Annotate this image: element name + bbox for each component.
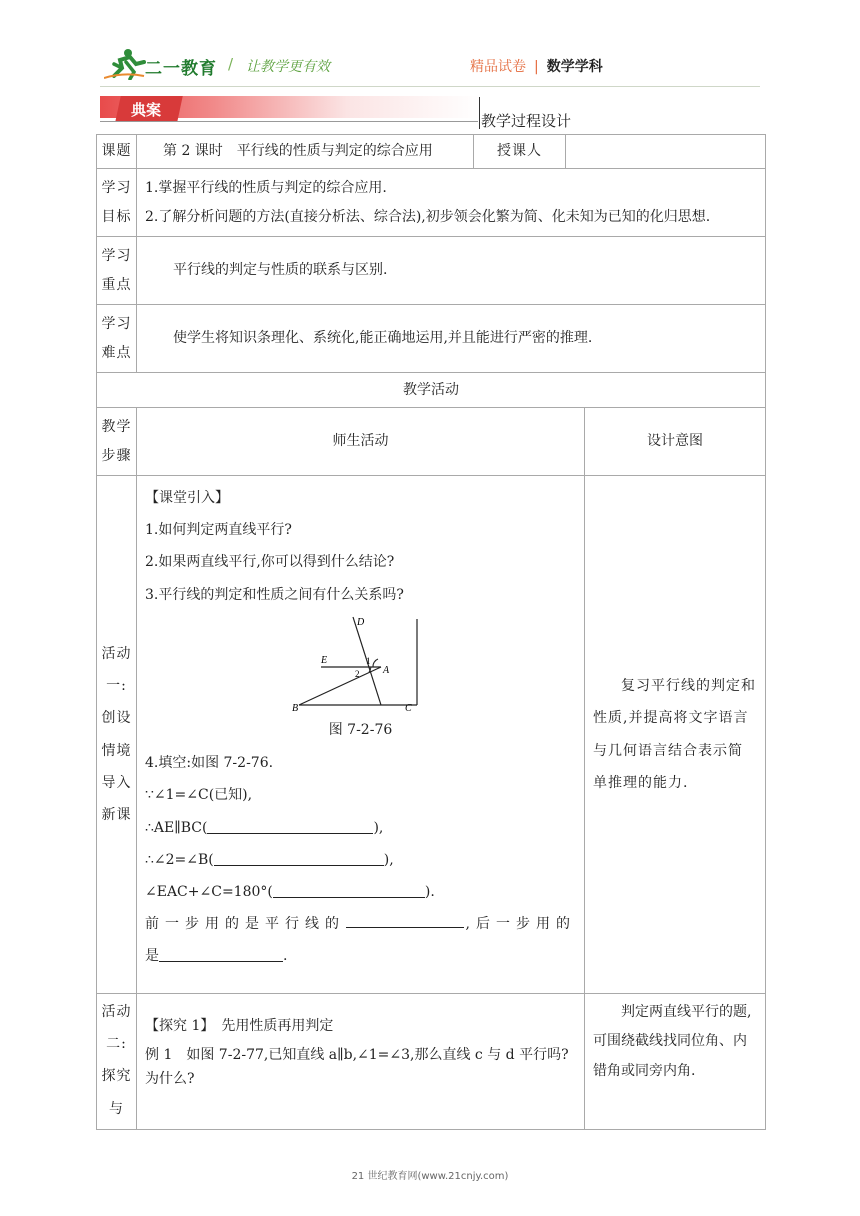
goal-label-line-1: 学习: [101, 180, 132, 197]
lesson-plan-table: [96, 134, 766, 1130]
difficulty-value: 使学生将知识条理化、系统化,能正确地运用,并且能进行严密的推理.: [137, 305, 766, 373]
topic-row: [97, 135, 766, 169]
question-3: 3.平行线的判定和性质之间有什么关系吗?: [145, 586, 404, 603]
step-6: [145, 940, 576, 972]
step-2: [145, 812, 576, 844]
activity-1-intent: 复习平行线的判定和性质,并提高将文字语言与几何语言结合表示简单推理的能力.: [585, 476, 766, 994]
question-4: 4.填空:如图 7-2-76.: [145, 755, 274, 772]
step-6-text: 是: [145, 948, 159, 965]
activities-title: 教学活动: [97, 373, 766, 408]
activity-2-content: [137, 994, 585, 1130]
step-header: [97, 408, 137, 476]
key-label-line-1: 学习: [101, 248, 132, 265]
activity-2-label-line: 与: [109, 1100, 124, 1117]
header-subject: [470, 56, 603, 76]
goal-value: [137, 169, 766, 237]
blank-field[interactable]: [273, 883, 425, 898]
step-3: [145, 844, 576, 876]
difficulty-label-line-2: 难点: [101, 344, 132, 361]
figure-caption: 图 7-2-76: [328, 721, 393, 738]
step-5-mid: ,后一步用的: [465, 916, 576, 933]
banner-divider: [479, 97, 480, 129]
key-row: [97, 237, 766, 305]
page-header: [0, 0, 860, 95]
step-1: ∵∠1=∠C(已知),: [145, 787, 253, 804]
step-4-close: ).: [424, 883, 435, 900]
explore-heading: 【探究 1】 先用性质再用判定: [145, 1018, 334, 1034]
intro-heading: 【课堂引入】: [145, 490, 229, 506]
step-5: [145, 908, 576, 940]
blank-field[interactable]: [214, 851, 384, 866]
line-BA: [299, 667, 381, 705]
page-footer: 21 世纪教育网(www.21cnjy.com): [351, 1171, 509, 1182]
point-label-E: E: [320, 654, 327, 666]
difficulty-label-line-1: 学习: [101, 316, 132, 333]
step-3-text: ∴∠2=∠B(: [145, 851, 214, 868]
activity-1-label-line: 情境: [101, 742, 132, 759]
blank-field[interactable]: [346, 913, 464, 928]
step-4: [145, 876, 576, 908]
activity-1-label: [97, 476, 137, 994]
point-label-C: C: [404, 702, 412, 714]
logo-text: 二一教育: [145, 59, 217, 79]
activity-1-label-line: 导入: [101, 774, 132, 791]
header-rule: [100, 86, 760, 87]
step-header-line-2: 步骤: [101, 447, 132, 464]
topic-value: 第 2 课时 平行线的性质与判定的综合应用: [137, 135, 474, 169]
activity-2-row: [97, 994, 766, 1130]
header-slogan: 让教学更有效: [246, 59, 330, 75]
step-2-close: ),: [373, 819, 384, 836]
goal-row: [97, 169, 766, 237]
header-separator: |: [534, 59, 539, 75]
point-label-B: B: [291, 702, 298, 714]
step-2-text: ∴AE∥BC(: [145, 819, 208, 836]
activity-2-label-line: 探究: [101, 1068, 132, 1085]
activity-1-content: [137, 476, 585, 994]
goal-item-2: 2.了解分析问题的方法(直接分析法、综合法),初步领会化繁为简、化未知为已知的化归思想.: [145, 208, 711, 225]
difficulty-row: [97, 305, 766, 373]
step-5-text: 前一步用的是平行线的: [145, 916, 345, 933]
step-header-line-1: 教学: [101, 419, 132, 436]
step-6-end: .: [283, 948, 288, 965]
activity-1-label-line: 活动: [101, 645, 132, 662]
goal-label-line-2: 目标: [101, 208, 132, 225]
step-4-text: ∠EAC+∠C=180°(: [145, 883, 273, 900]
angle-label-2: 2: [354, 668, 359, 679]
activity-2-intent: 判定两直线平行的题,可围绕截线找同位角、内错角或同旁内角.: [585, 994, 766, 1130]
key-label: [97, 237, 137, 305]
intent-header: 设计意图: [585, 408, 766, 476]
activities-header-row: [97, 408, 766, 476]
point-label-A: A: [382, 664, 389, 676]
step-3-close: ),: [383, 851, 394, 868]
activity-1-row: [97, 476, 766, 994]
header-label-quality: 精品试卷: [470, 59, 526, 75]
point-label-D: D: [356, 616, 364, 628]
header-label-subject: 数学学科: [546, 59, 603, 75]
topic-label: 课题: [97, 135, 137, 169]
activities-title-row: [97, 373, 766, 408]
geometry-figure-7-2-76: [291, 615, 431, 715]
teacher-value: [566, 135, 766, 169]
blank-field[interactable]: [207, 819, 373, 834]
activity-2-label-line: 活动: [101, 1004, 132, 1020]
activity-1-label-line: 一:: [106, 678, 127, 695]
section-title: 教学过程设计: [481, 112, 572, 130]
teacher-label: 授课人: [474, 135, 566, 169]
activity-1-label-line: 新课: [101, 806, 132, 823]
angle-1-arc: [372, 659, 377, 667]
banner-underline: [100, 121, 478, 122]
main-activity-header: 师生活动: [137, 408, 585, 476]
activity-2-label: [97, 994, 137, 1130]
angle-label-1: 1: [365, 655, 370, 666]
goal-label: [97, 169, 137, 237]
difficulty-label: [97, 305, 137, 373]
key-label-line-2: 重点: [101, 276, 132, 293]
section-tag: 典案: [131, 101, 162, 119]
question-2: 2.如果两直线平行,你可以得到什么结论?: [145, 554, 395, 571]
activity-2-label-line: 二:: [106, 1036, 127, 1053]
goal-item-1: 1.掌握平行线的性质与判定的综合应用.: [145, 180, 387, 197]
activity-1-label-line: 创设: [101, 710, 132, 727]
header-divider: /: [228, 55, 234, 73]
question-1: 1.如何判定两直线平行?: [145, 522, 292, 539]
blank-field[interactable]: [159, 947, 283, 962]
key-value: 平行线的判定与性质的联系与区别.: [137, 237, 766, 305]
example-1: 例 1 如图 7-2-77,已知直线 a∥b,∠1=∠3,那么直线 c 与 d 平行吗?为什么?: [145, 1046, 569, 1087]
